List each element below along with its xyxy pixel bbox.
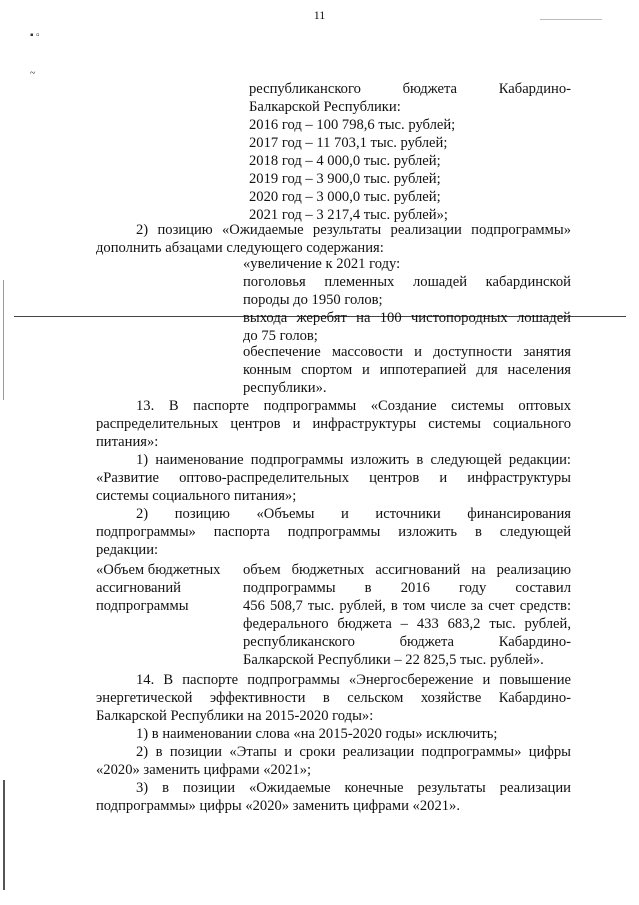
item14-line-4: 2) в позиции «Этапы и сроки реализации подпрограммы» цифры — [136, 744, 571, 760]
block1-line-1: Балкарской Республики: — [249, 99, 401, 115]
block1-line-2: 2016 год – 100 798,6 тыс. рублей; — [249, 117, 456, 133]
block2-line-2: породы до 1950 голов; — [243, 292, 383, 308]
block1-line-0: республиканского бюджета Кабардино- — [249, 81, 571, 97]
table13-right-line-3: федерального бюджета – 433 683,2 тыс. рублей, — [243, 616, 571, 632]
item14-line-0: 14. В паспорте подпрограммы «Энергосбережение и повышение — [136, 672, 571, 688]
item13-line-5: системы социального питания»; — [96, 488, 297, 504]
item14-line-7: подпрограммы» цифры «2020» заменить цифрами «2021». — [96, 798, 460, 814]
block1-line-7: 2021 год – 3 217,4 тыс. рублей»; — [249, 207, 448, 223]
block1-line-5: 2019 год – 3 900,0 тыс. рублей; — [249, 171, 441, 187]
table13-right-line-1: подпрограммы в 2016 году составил — [243, 580, 571, 596]
page-number: 11 — [313, 8, 326, 22]
table13-right-line-2: 456 508,7 тыс. рублей, в том числе за счет средств: — [243, 598, 571, 614]
item14-line-6: 3) в позиции «Ожидаемые конечные результаты реализации — [136, 780, 571, 796]
item2-line-1: дополнить абзацами следующего содержания: — [96, 240, 384, 256]
block1-line-3: 2017 год – 11 703,1 тыс. рублей; — [249, 135, 448, 151]
item14-line-1: энергетической эффективности в сельском хозяйстве Кабардино- — [96, 690, 571, 706]
block2-line-4: до 75 голов; — [243, 328, 318, 344]
scan-artifact-mark: ▪ ▫ — [30, 30, 40, 41]
table13-left-line-1: ассигнований — [96, 580, 181, 596]
scan-edge-line — [3, 280, 4, 400]
item14-line-5: «2020» заменить цифрами «2021»; — [96, 762, 312, 778]
item13-line-0: 13. В паспорте подпрограммы «Создание системы оптовых — [136, 398, 571, 414]
block2-line-3: выхода жеребят на 100 чистопородных лошадей — [243, 310, 571, 326]
block2-line-5: обеспечение массовости и доступности занятия — [243, 344, 571, 360]
scan-artifact-line — [540, 19, 602, 20]
scan-artifact-mark: ~ — [30, 68, 36, 79]
item14-line-2: Балкарской Республики на 2015-2020 годы»: — [96, 708, 374, 724]
block2-line-1: поголовья племенных лошадей кабардинской — [243, 274, 571, 290]
block2-line-0: «увеличение к 2021 году: — [243, 256, 401, 272]
block2-line-7: республики». — [243, 380, 327, 396]
item13-line-3: 1) наименование подпрограммы изложить в следующей редакции: — [136, 452, 571, 468]
item13-line-8: редакции: — [96, 542, 159, 558]
item13-line-6: 2) позицию «Объемы и источники финансирования — [136, 506, 571, 522]
scan-edge-line — [3, 780, 5, 890]
block1-line-6: 2020 год – 3 000,0 тыс. рублей; — [249, 189, 441, 205]
table13-right-line-0: объем бюджетных ассигнований на реализацию — [243, 562, 571, 578]
item13-line-2: питания»: — [96, 434, 159, 450]
item14-line-3: 1) в наименовании слова «на 2015-2020 годы» исключить; — [136, 726, 498, 742]
block2-line-6: конным спортом и иппотерапией для населения — [243, 362, 571, 378]
table13-left-line-0: «Объем бюджетных — [96, 562, 221, 578]
table13-left-line-2: подпрограммы — [96, 598, 189, 614]
table13-right-line-4: республиканского бюджета Кабардино- — [243, 634, 571, 650]
item13-line-1: распределительных центров и инфраструктуры системы социального — [96, 416, 571, 432]
item13-line-4: «Развитие оптово-распределительных центров и инфраструктуры — [96, 470, 571, 486]
item13-line-7: подпрограммы» паспорта подпрограммы изложить в следующей — [96, 524, 571, 540]
item2-line-0: 2) позицию «Ожидаемые результаты реализации подпрограммы» — [136, 222, 571, 238]
block1-line-4: 2018 год – 4 000,0 тыс. рублей; — [249, 153, 441, 169]
table13-right-line-5: Балкарской Республики – 22 825,5 тыс. рублей». — [243, 652, 544, 668]
